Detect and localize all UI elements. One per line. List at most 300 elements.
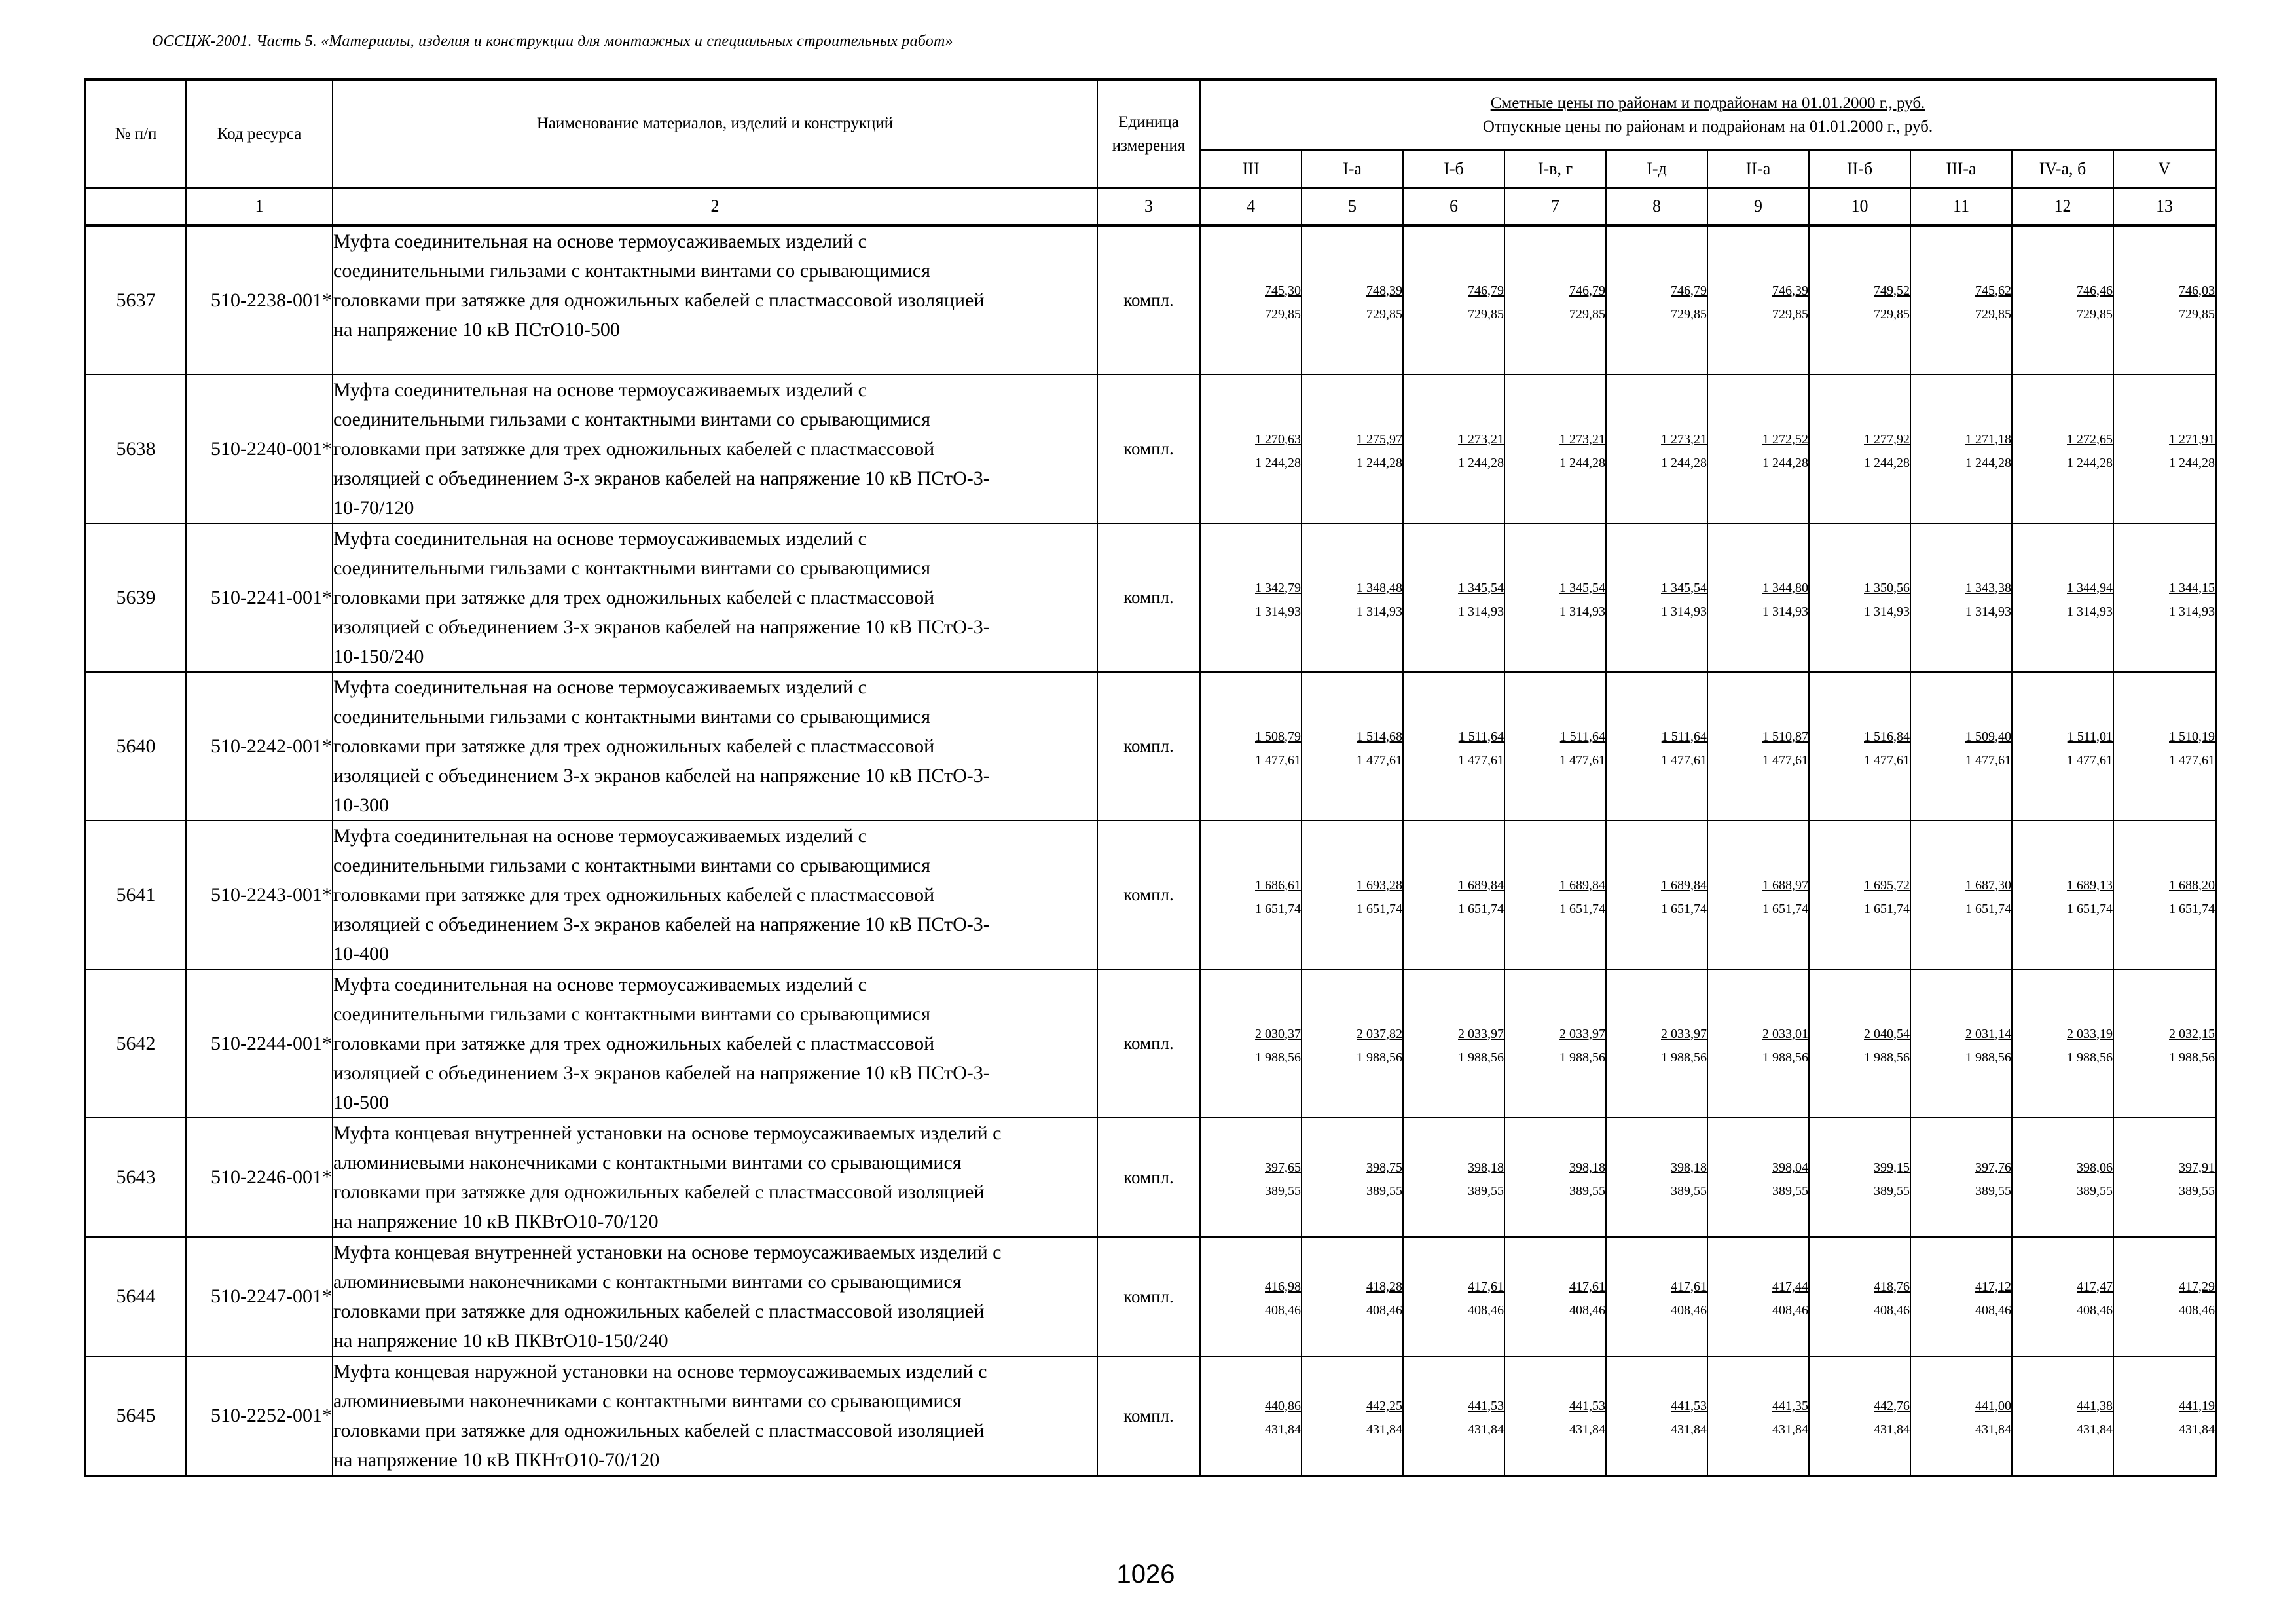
col-header-name: Наименование материалов, изделий и конструкций — [333, 79, 1097, 188]
item-name-line: изоляцией с объединением 3-х экранов кабелей на напряжение 10 кВ ПСтО-3- — [333, 616, 990, 638]
estimate-price: 2 033,97 — [1559, 1026, 1605, 1041]
estimate-price: 399,15 — [1874, 1160, 1910, 1175]
row-number: 5637 — [85, 225, 186, 375]
release-price: 389,55 — [2077, 1184, 2113, 1198]
estimate-price: 1 688,20 — [2169, 877, 2215, 893]
estimate-price: 1 344,15 — [2169, 580, 2215, 595]
item-name-line: изоляцией с объединением 3-х экранов кабелей на напряжение 10 кВ ПСтО-3- — [333, 913, 990, 935]
item-name-line: соединительными гильзами с контактными винтами со срывающимися — [333, 557, 931, 579]
item-name-line: соединительными гильзами с контактными винтами со срывающимися — [333, 1003, 931, 1025]
estimate-price: 1 511,01 — [2067, 729, 2113, 744]
resource-code: 510-2246-001* — [186, 1118, 333, 1237]
price-cell — [2113, 821, 2216, 969]
item-name-line: головками при затяжке для одножильных кабелей с пластмассовой изоляцией — [333, 1181, 985, 1203]
price-cell — [1200, 375, 1302, 523]
estimate-price: 1 345,54 — [1559, 580, 1605, 595]
release-price: 431,84 — [1569, 1422, 1605, 1437]
price-cell — [1302, 1118, 1403, 1237]
price-cell — [1606, 1118, 1707, 1237]
release-price: 1 314,93 — [2067, 604, 2113, 619]
release-price: 431,84 — [1975, 1422, 2011, 1437]
item-name-line: Муфта концевая наружной установки на основе термоусаживаемых изделий с — [333, 1361, 987, 1382]
estimate-price: 417,47 — [2077, 1280, 2113, 1294]
column-number: 10 — [1809, 188, 1910, 225]
row-number: 5639 — [85, 523, 186, 672]
prices-caption-release: Отпускные цены по районам и подрайонам на 01.01.2000 г., руб. — [1482, 117, 1933, 136]
price-cell — [1504, 969, 1606, 1118]
estimate-price: 1 509,40 — [1965, 729, 2011, 744]
price-cell — [1403, 821, 1504, 969]
release-price: 729,85 — [2077, 306, 2113, 322]
table-row — [85, 1118, 2216, 1237]
col-header-row-num: № п/п — [85, 79, 186, 188]
resource-code: 510-2240-001* — [186, 375, 333, 523]
estimate-price: 2 040,54 — [1864, 1026, 1910, 1041]
price-cell — [1504, 1237, 1606, 1356]
release-price: 1 651,74 — [1661, 901, 1707, 916]
release-price: 729,85 — [1569, 306, 1605, 322]
page-number: 1026 — [1116, 1560, 1175, 1589]
price-cell — [1403, 523, 1504, 672]
item-name-line: Муфта соединительная на основе термоусаживаемых изделий с — [333, 379, 867, 401]
column-number: 4 — [1200, 188, 1302, 225]
resource-code: 510-2242-001* — [186, 672, 333, 821]
release-price: 1 477,61 — [2067, 752, 2113, 767]
price-cell — [1302, 523, 1403, 672]
release-price: 1 651,74 — [1762, 901, 1808, 916]
estimate-price: 2 032,15 — [2169, 1026, 2215, 1041]
release-price: 431,84 — [2179, 1422, 2215, 1437]
release-price: 408,46 — [1975, 1303, 2011, 1318]
price-cell — [1809, 969, 1910, 1118]
price-cell — [1707, 672, 1809, 821]
release-price: 408,46 — [2179, 1303, 2215, 1318]
price-cell — [1200, 672, 1302, 821]
column-number: 6 — [1403, 188, 1504, 225]
release-price: 1 244,28 — [2067, 455, 2113, 470]
price-cell — [1606, 821, 1707, 969]
price-cell — [1302, 821, 1403, 969]
column-number: 9 — [1707, 188, 1809, 225]
estimate-price: 1 270,63 — [1255, 432, 1301, 447]
table-row — [85, 1356, 2216, 1476]
price-cell — [2012, 969, 2113, 1118]
release-price: 408,46 — [1671, 1303, 1707, 1318]
estimate-price: 1 687,30 — [1965, 877, 2011, 893]
column-number: 1 — [186, 188, 333, 225]
item-name — [333, 225, 1097, 375]
release-price: 389,55 — [1366, 1184, 1402, 1198]
release-price: 1 651,74 — [1255, 901, 1301, 916]
item-name-line: 10-400 — [333, 943, 389, 965]
release-price: 1 988,56 — [1965, 1050, 2011, 1065]
price-cell — [1809, 225, 1910, 375]
estimate-price: 417,61 — [1671, 1280, 1707, 1294]
estimate-price: 1 345,54 — [1661, 580, 1707, 595]
item-name-line: Муфта соединительная на основе термоусаживаемых изделий с — [333, 528, 867, 549]
price-cell — [1910, 375, 2012, 523]
release-price: 408,46 — [1569, 1303, 1605, 1318]
release-price: 1 314,93 — [1965, 604, 2011, 619]
item-name-line: головками при затяжке для одножильных кабелей с пластмассовой изоляцией — [333, 289, 985, 311]
release-price: 729,85 — [1366, 306, 1402, 322]
item-name-line: 10-70/120 — [333, 497, 414, 519]
unit-of-measure: компл. — [1097, 969, 1200, 1118]
estimate-price: 745,30 — [1265, 283, 1301, 298]
price-cell — [1504, 225, 1606, 375]
region-header: IV-а, б — [2012, 150, 2113, 188]
item-name-line: 10-500 — [333, 1092, 389, 1113]
release-price: 1 651,74 — [2067, 901, 2113, 916]
estimate-price: 1 511,64 — [1458, 729, 1504, 744]
price-cell — [1504, 1356, 1606, 1476]
resource-code: 510-2238-001* — [186, 225, 333, 375]
price-cell — [1302, 225, 1403, 375]
price-cell — [1910, 1118, 2012, 1237]
item-name-line: на напряжение 10 кВ ПКВтО10-150/240 — [333, 1330, 668, 1352]
row-number: 5645 — [85, 1356, 186, 1476]
price-cell — [2012, 1237, 2113, 1356]
estimate-price: 417,12 — [1975, 1280, 2011, 1294]
item-name-line — [333, 344, 1097, 374]
region-header: II-а — [1707, 150, 1809, 188]
release-price: 1 314,93 — [1762, 604, 1808, 619]
table-row — [85, 225, 2216, 375]
release-price: 729,85 — [1874, 306, 1910, 322]
item-name-line: головками при затяжке для трех одножильных кабелей с пластмассовой — [333, 438, 935, 460]
item-name-line: алюминиевыми наконечниками с контактными винтами со срывающимися — [333, 1390, 962, 1412]
price-table — [84, 78, 2217, 1477]
price-cell — [1809, 1356, 1910, 1476]
col-header-code: Код ресурса — [186, 79, 333, 188]
unit-of-measure: компл. — [1097, 821, 1200, 969]
release-price: 1 244,28 — [1762, 455, 1808, 470]
row-number: 5644 — [85, 1237, 186, 1356]
price-cell — [1403, 1237, 1504, 1356]
item-name-line: Муфта концевая внутренней установки на основе термоусаживаемых изделий с — [333, 1242, 1002, 1263]
estimate-price: 1 271,91 — [2169, 432, 2215, 447]
estimate-price: 417,61 — [1569, 1280, 1605, 1294]
release-price: 389,55 — [1671, 1184, 1707, 1198]
estimate-price: 1 689,84 — [1661, 877, 1707, 893]
estimate-price: 1 273,21 — [1559, 432, 1605, 447]
price-cell — [1302, 375, 1403, 523]
region-header: V — [2113, 150, 2216, 188]
price-cell — [1504, 672, 1606, 821]
price-cell — [1606, 1237, 1707, 1356]
release-price: 1 651,74 — [1864, 901, 1910, 916]
price-cell — [2012, 375, 2113, 523]
item-name-line: Муфта соединительная на основе термоусаживаемых изделий с — [333, 231, 867, 252]
release-price: 1 651,74 — [1458, 901, 1504, 916]
prices-caption-estimate: Сметные цены по районам и подрайонам на 01.01.2000 г., руб. — [1490, 94, 1925, 112]
price-cell — [1504, 523, 1606, 672]
estimate-price: 397,91 — [2179, 1160, 2215, 1175]
release-price: 1 244,28 — [1965, 455, 2011, 470]
item-name-line: на напряжение 10 кВ ПКНтО10-70/120 — [333, 1449, 660, 1471]
estimate-price: 1 271,18 — [1965, 432, 2011, 447]
estimate-price: 1 277,92 — [1864, 432, 1910, 447]
item-name-line: Муфта соединительная на основе термоусаживаемых изделий с — [333, 676, 867, 698]
document-header: ОССЦЖ-2001. Часть 5. «Материалы, изделия и конструкции для монтажных и специальных строительных работ» — [152, 33, 953, 50]
price-cell — [1910, 523, 2012, 672]
price-cell — [1403, 1118, 1504, 1237]
price-cell — [1403, 375, 1504, 523]
col-header-unit: Единица измерения — [1097, 79, 1200, 188]
estimate-price: 1 510,87 — [1762, 729, 1808, 744]
unit-of-measure: компл. — [1097, 1237, 1200, 1356]
price-cell — [1302, 969, 1403, 1118]
estimate-price: 746,46 — [2077, 283, 2113, 298]
column-number: 8 — [1606, 188, 1707, 225]
price-cell — [2012, 672, 2113, 821]
region-header: I-д — [1606, 150, 1707, 188]
price-cell — [1910, 969, 2012, 1118]
estimate-price: 442,25 — [1366, 1399, 1402, 1413]
release-price: 1 988,56 — [1864, 1050, 1910, 1065]
estimate-price: 749,52 — [1874, 283, 1910, 298]
estimate-price: 1 688,97 — [1762, 877, 1808, 893]
estimate-price: 1 275,97 — [1357, 432, 1402, 447]
price-cell — [1302, 1356, 1403, 1476]
release-price: 1 988,56 — [1661, 1050, 1707, 1065]
table-row — [85, 969, 2216, 1118]
release-price: 431,84 — [1265, 1422, 1301, 1437]
price-cell — [1200, 969, 1302, 1118]
estimate-price: 416,98 — [1265, 1280, 1301, 1294]
release-price: 408,46 — [1874, 1303, 1910, 1318]
item-name-line: Муфта соединительная на основе термоусаживаемых изделий с — [333, 974, 867, 995]
price-cell — [1707, 1237, 1809, 1356]
region-header: III — [1200, 150, 1302, 188]
release-price: 729,85 — [1772, 306, 1808, 322]
release-price: 408,46 — [1772, 1303, 1808, 1318]
unit-of-measure: компл. — [1097, 375, 1200, 523]
estimate-price: 1 508,79 — [1255, 729, 1301, 744]
estimate-price: 441,35 — [1772, 1399, 1808, 1413]
release-price: 1 988,56 — [2169, 1050, 2215, 1065]
item-name-line: соединительными гильзами с контактными винтами со срывающимися — [333, 855, 931, 876]
price-cell — [1707, 375, 1809, 523]
estimate-price: 398,04 — [1772, 1160, 1808, 1175]
release-price: 1 988,56 — [1255, 1050, 1301, 1065]
estimate-price: 746,79 — [1468, 283, 1504, 298]
item-name-line: головками при затяжке для трех одножильных кабелей с пластмассовой — [333, 1033, 935, 1054]
region-header: II-б — [1809, 150, 1910, 188]
estimate-price: 442,76 — [1874, 1399, 1910, 1413]
price-cell — [1200, 1118, 1302, 1237]
release-price: 1 651,74 — [1965, 901, 2011, 916]
price-cell — [1606, 375, 1707, 523]
release-price: 408,46 — [2077, 1303, 2113, 1318]
item-name-line: алюминиевыми наконечниками с контактными винтами со срывающимися — [333, 1271, 962, 1293]
release-price: 1 477,61 — [1864, 752, 1910, 767]
estimate-price: 1 689,84 — [1559, 877, 1605, 893]
item-name-line: соединительными гильзами с контактными винтами со срывающимися — [333, 706, 931, 728]
price-cell — [1910, 1356, 2012, 1476]
release-price: 1 314,93 — [1661, 604, 1707, 619]
price-cell — [1910, 1237, 2012, 1356]
estimate-price: 1 272,65 — [2067, 432, 2113, 447]
table-row — [85, 375, 2216, 523]
column-number: 11 — [1910, 188, 2012, 225]
estimate-price: 440,86 — [1265, 1399, 1301, 1413]
price-cell — [1809, 375, 1910, 523]
release-price: 729,85 — [1671, 306, 1707, 322]
release-price: 431,84 — [1772, 1422, 1808, 1437]
estimate-price: 1 689,84 — [1458, 877, 1504, 893]
price-cell — [1403, 672, 1504, 821]
release-price: 408,46 — [1366, 1303, 1402, 1318]
estimate-price: 398,18 — [1569, 1160, 1605, 1175]
release-price: 389,55 — [1874, 1184, 1910, 1198]
estimate-price: 746,39 — [1772, 283, 1808, 298]
release-price: 389,55 — [1975, 1184, 2011, 1198]
estimate-price: 1 686,61 — [1255, 877, 1301, 893]
release-price: 1 244,28 — [2169, 455, 2215, 470]
row-number: 5638 — [85, 375, 186, 523]
estimate-price: 418,76 — [1874, 1280, 1910, 1294]
estimate-price: 441,38 — [2077, 1399, 2113, 1413]
item-name — [333, 1237, 1097, 1356]
price-cell — [1809, 1118, 1910, 1237]
release-price: 1 477,61 — [1661, 752, 1707, 767]
release-price: 1 314,93 — [1559, 604, 1605, 619]
price-cell — [2012, 225, 2113, 375]
item-name-line: на напряжение 10 кВ ПКВтО10-70/120 — [333, 1211, 659, 1232]
estimate-price: 1 511,64 — [1661, 729, 1707, 744]
table-row — [85, 523, 2216, 672]
release-price: 1 314,93 — [2169, 604, 2215, 619]
row-number: 5641 — [85, 821, 186, 969]
estimate-price: 441,00 — [1975, 1399, 2011, 1413]
estimate-price: 441,19 — [2179, 1399, 2215, 1413]
column-number: 3 — [1097, 188, 1200, 225]
release-price: 1 477,61 — [1458, 752, 1504, 767]
estimate-price: 398,75 — [1366, 1160, 1402, 1175]
price-cell — [1302, 1237, 1403, 1356]
estimate-price: 1 273,21 — [1661, 432, 1707, 447]
release-price: 1 477,61 — [1762, 752, 1808, 767]
column-number-row — [85, 188, 2216, 225]
column-number: 5 — [1302, 188, 1403, 225]
estimate-price: 2 033,01 — [1762, 1026, 1808, 1041]
unit-of-measure: компл. — [1097, 1118, 1200, 1237]
release-price: 729,85 — [1975, 306, 2011, 322]
price-cell — [2012, 1118, 2113, 1237]
price-cell — [1809, 821, 1910, 969]
price-cell — [2113, 375, 2216, 523]
item-name — [333, 821, 1097, 969]
item-name-line: соединительными гильзами с контактными винтами со срывающимися — [333, 260, 931, 282]
item-name-line: изоляцией с объединением 3-х экранов кабелей на напряжение 10 кВ ПСтО-3- — [333, 765, 990, 786]
release-price: 1 314,93 — [1255, 604, 1301, 619]
region-header: I-а — [1302, 150, 1403, 188]
price-cell — [2113, 1237, 2216, 1356]
price-cell — [1403, 969, 1504, 1118]
price-cell — [1809, 1237, 1910, 1356]
item-name-line: головками при затяжке для трех одножильных кабелей с пластмассовой — [333, 735, 935, 757]
estimate-price: 2 031,14 — [1965, 1026, 2011, 1041]
estimate-price: 2 033,19 — [2067, 1026, 2113, 1041]
row-number: 5640 — [85, 672, 186, 821]
unit-of-measure: компл. — [1097, 523, 1200, 672]
price-cell — [1504, 821, 1606, 969]
release-price: 389,55 — [1772, 1184, 1808, 1198]
price-cell — [1504, 375, 1606, 523]
estimate-price: 441,53 — [1569, 1399, 1605, 1413]
release-price: 1 988,56 — [1559, 1050, 1605, 1065]
region-header: I-в, г — [1504, 150, 1606, 188]
item-name-line: изоляцией с объединением 3-х экранов кабелей на напряжение 10 кВ ПСтО-3- — [333, 1062, 990, 1084]
col-header-prices — [1200, 79, 2216, 150]
release-price: 389,55 — [2179, 1184, 2215, 1198]
item-name — [333, 523, 1097, 672]
item-name — [333, 1356, 1097, 1476]
release-price: 1 651,74 — [2169, 901, 2215, 916]
price-cell — [1302, 672, 1403, 821]
price-cell — [1403, 1356, 1504, 1476]
release-price: 1 651,74 — [1559, 901, 1605, 916]
price-cell — [1606, 672, 1707, 821]
item-name — [333, 672, 1097, 821]
estimate-price: 1 695,72 — [1864, 877, 1910, 893]
resource-code: 510-2252-001* — [186, 1356, 333, 1476]
release-price: 729,85 — [1468, 306, 1504, 322]
table-row — [85, 672, 2216, 821]
estimate-price: 1 350,56 — [1864, 580, 1910, 595]
item-name-line: алюминиевыми наконечниками с контактными винтами со срывающимися — [333, 1152, 962, 1173]
release-price: 408,46 — [1468, 1303, 1504, 1318]
item-name — [333, 1118, 1097, 1237]
release-price: 1 244,28 — [1661, 455, 1707, 470]
resource-code: 510-2241-001* — [186, 523, 333, 672]
release-price: 1 988,56 — [1762, 1050, 1808, 1065]
estimate-price: 746,79 — [1671, 283, 1707, 298]
price-cell — [1504, 1118, 1606, 1237]
release-price: 1 244,28 — [1559, 455, 1605, 470]
price-cell — [1403, 225, 1504, 375]
price-cell — [2113, 225, 2216, 375]
price-cell — [1200, 1356, 1302, 1476]
estimate-price: 1 514,68 — [1357, 729, 1402, 744]
item-name-line: 10-150/240 — [333, 646, 424, 667]
item-name-line: головками при затяжке для трех одножильных кабелей с пластмассовой — [333, 884, 935, 906]
item-name — [333, 969, 1097, 1118]
release-price: 1 988,56 — [1357, 1050, 1402, 1065]
price-cell — [1910, 821, 2012, 969]
unit-of-measure: компл. — [1097, 225, 1200, 375]
price-cell — [1910, 225, 2012, 375]
column-number: 2 — [333, 188, 1097, 225]
estimate-price: 2 033,97 — [1661, 1026, 1707, 1041]
price-cell — [1606, 1356, 1707, 1476]
resource-code: 510-2247-001* — [186, 1237, 333, 1356]
table-body — [85, 225, 2216, 1476]
price-cell — [1707, 225, 1809, 375]
estimate-price: 1 272,52 — [1762, 432, 1808, 447]
estimate-price: 1 342,79 — [1255, 580, 1301, 595]
estimate-price: 1 510,19 — [2169, 729, 2215, 744]
resource-code: 510-2244-001* — [186, 969, 333, 1118]
release-price: 1 988,56 — [1458, 1050, 1504, 1065]
price-cell — [1707, 1356, 1809, 1476]
unit-of-measure: компл. — [1097, 672, 1200, 821]
column-number: 13 — [2113, 188, 2216, 225]
item-name-line: головками при затяжке для одножильных кабелей с пластмассовой изоляцией — [333, 1420, 985, 1441]
release-price: 1 477,61 — [1357, 752, 1402, 767]
estimate-price: 1 516,84 — [1864, 729, 1910, 744]
